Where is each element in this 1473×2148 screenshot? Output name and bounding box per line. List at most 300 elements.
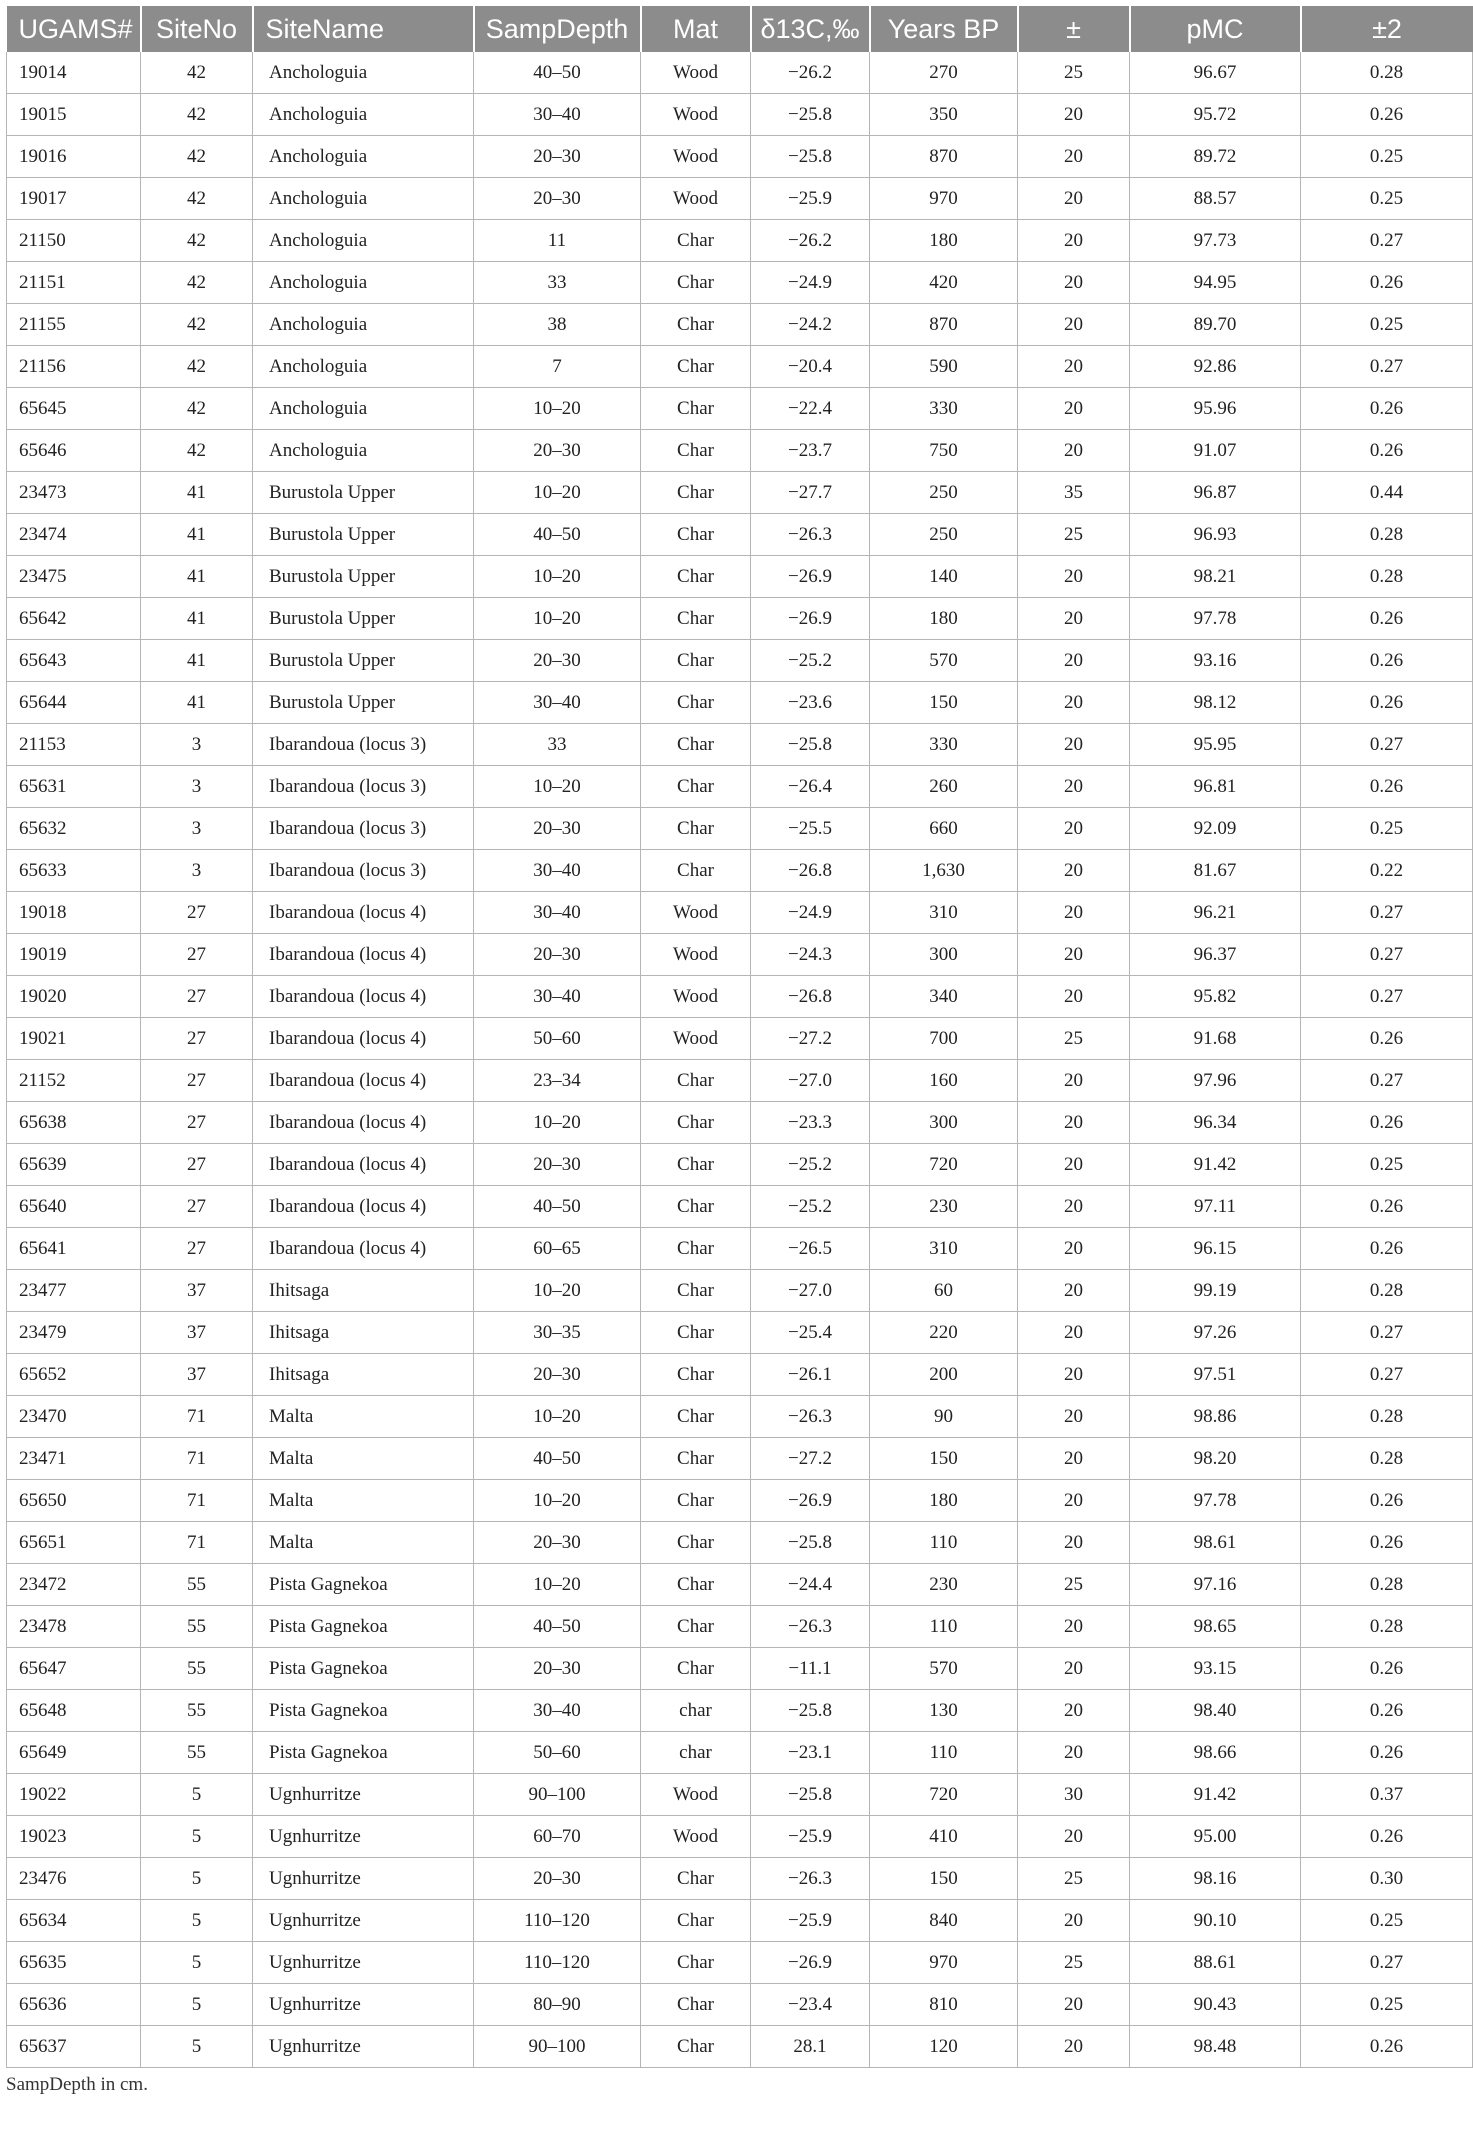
years-bp-cell: 700 [870,1018,1018,1060]
table-row [7,52,1473,94]
samp-depth-cell: 10–20 [474,1396,641,1438]
site-no-cell: 55 [141,1648,253,1690]
years-bp-cell: 110 [870,1522,1018,1564]
site-name-cell: Anchologuia [253,220,474,262]
table-row [7,1102,1473,1144]
table-row [7,1438,1473,1480]
pmc-cell: 92.09 [1130,808,1301,850]
samp-depth-cell: 80–90 [474,1984,641,2026]
samp-depth-cell: 40–50 [474,1438,641,1480]
years-bp-cell: 160 [870,1060,1018,1102]
site-name-cell: Ihitsaga [253,1270,474,1312]
site-no-cell: 42 [141,52,253,94]
samp-depth-cell: 40–50 [474,52,641,94]
pm-cell: 20 [1018,682,1130,724]
site-name-cell: Ibarandoua (locus 4) [253,1186,474,1228]
ugams-cell: 65646 [7,430,141,472]
site-no-cell: 71 [141,1480,253,1522]
table-row [7,1858,1473,1900]
pm2-cell: 0.28 [1301,514,1473,556]
mat-cell: Char [641,808,751,850]
years-bp-cell: 60 [870,1270,1018,1312]
mat-cell: Char [641,640,751,682]
table-row [7,1774,1473,1816]
mat-cell: Char [641,1942,751,1984]
samp-depth-header: SampDepth [474,6,641,52]
ugams-cell: 21153 [7,724,141,766]
site-name-cell: Burustola Upper [253,556,474,598]
ugams-cell: 21152 [7,1060,141,1102]
table-row [7,934,1473,976]
d13c-cell: −23.1 [751,1732,870,1774]
d13c-cell: −25.5 [751,808,870,850]
samp-depth-cell: 10–20 [474,598,641,640]
years-bp-cell: 110 [870,1606,1018,1648]
mat-cell: Wood [641,976,751,1018]
pmc-cell: 97.78 [1130,1480,1301,1522]
samp-depth-cell: 50–60 [474,1732,641,1774]
pm-cell: 20 [1018,640,1130,682]
d13c-cell: −26.3 [751,1606,870,1648]
ugams-cell: 65635 [7,1942,141,1984]
site-no-cell: 3 [141,850,253,892]
pmc-cell: 89.72 [1130,136,1301,178]
site-name-cell: Ibarandoua (locus 4) [253,934,474,976]
pm-header: ± [1018,6,1130,52]
pm-cell: 20 [1018,1270,1130,1312]
pm2-cell: 0.26 [1301,682,1473,724]
site-no-cell: 5 [141,1942,253,1984]
years-bp-cell: 750 [870,430,1018,472]
samp-depth-cell: 60–65 [474,1228,641,1270]
samp-depth-cell: 11 [474,220,641,262]
pm2-cell: 0.37 [1301,1774,1473,1816]
site-no-cell: 27 [141,934,253,976]
years-bp-cell: 340 [870,976,1018,1018]
d13c-cell: −11.1 [751,1648,870,1690]
years-bp-cell: 310 [870,892,1018,934]
pmc-cell: 96.37 [1130,934,1301,976]
samp-depth-cell: 20–30 [474,430,641,472]
site-no-cell: 5 [141,2026,253,2068]
mat-cell: Char [641,682,751,724]
ugams-cell: 23479 [7,1312,141,1354]
site-name-cell: Pista Gagnekoa [253,1648,474,1690]
site-no-cell: 42 [141,94,253,136]
ugams-cell: 65650 [7,1480,141,1522]
d13c-cell: −27.2 [751,1018,870,1060]
site-name-cell: Burustola Upper [253,640,474,682]
site-name-cell: Anchologuia [253,136,474,178]
site-name-cell: Malta [253,1396,474,1438]
pmc-cell: 98.66 [1130,1732,1301,1774]
d13c-cell: −27.7 [751,472,870,514]
samp-depth-cell: 10–20 [474,1564,641,1606]
samp-depth-cell: 30–40 [474,94,641,136]
mat-cell: Char [641,220,751,262]
site-name-cell: Ihitsaga [253,1354,474,1396]
samp-depth-cell: 20–30 [474,640,641,682]
d13c-cell: −26.9 [751,556,870,598]
site-name-cell: Ibarandoua (locus 4) [253,1018,474,1060]
pmc-cell: 96.67 [1130,52,1301,94]
years-bp-cell: 330 [870,388,1018,430]
pm2-header: ±2 [1301,6,1473,52]
pmc-cell: 91.68 [1130,1018,1301,1060]
pm2-cell: 0.44 [1301,472,1473,514]
d13c-cell: 28.1 [751,2026,870,2068]
site-name-cell: Anchologuia [253,94,474,136]
table-row [7,1900,1473,1942]
pmc-cell: 94.95 [1130,262,1301,304]
mat-cell: Wood [641,1018,751,1060]
years-bp-cell: 260 [870,766,1018,808]
site-name-cell: Malta [253,1480,474,1522]
d13c-cell: −23.3 [751,1102,870,1144]
pm2-cell: 0.27 [1301,1942,1473,1984]
ugams-cell: 21156 [7,346,141,388]
pmc-cell: 96.15 [1130,1228,1301,1270]
ugams-cell: 23473 [7,472,141,514]
site-no-cell: 41 [141,514,253,556]
ugams-cell: 19014 [7,52,141,94]
ugams-cell: 19017 [7,178,141,220]
pmc-cell: 95.95 [1130,724,1301,766]
pm-cell: 35 [1018,472,1130,514]
site-no-cell: 42 [141,178,253,220]
pm2-cell: 0.26 [1301,1648,1473,1690]
table-row [7,1354,1473,1396]
site-name-cell: Ugnhurritze [253,1900,474,1942]
d13c-cell: −26.3 [751,1858,870,1900]
site-no-cell: 27 [141,1060,253,1102]
samp-depth-cell: 30–40 [474,682,641,724]
pm2-cell: 0.26 [1301,1018,1473,1060]
samp-depth-cell: 40–50 [474,514,641,556]
table-row [7,220,1473,262]
pmc-cell: 88.61 [1130,1942,1301,1984]
pmc-cell: 91.07 [1130,430,1301,472]
site-no-cell: 5 [141,1774,253,1816]
site-name-cell: Ibarandoua (locus 3) [253,808,474,850]
site-name-cell: Anchologuia [253,262,474,304]
pmc-cell: 99.19 [1130,1270,1301,1312]
ugams-cell: 65638 [7,1102,141,1144]
mat-cell: Char [641,346,751,388]
table-row [7,178,1473,220]
pm-cell: 20 [1018,1522,1130,1564]
years-bp-cell: 420 [870,262,1018,304]
ugams-cell: 21155 [7,304,141,346]
table-row [7,682,1473,724]
site-no-cell: 3 [141,766,253,808]
site-name-cell: Ibarandoua (locus 4) [253,1144,474,1186]
pm2-cell: 0.27 [1301,1312,1473,1354]
mat-cell: Char [641,1564,751,1606]
samp-depth-cell: 30–40 [474,892,641,934]
table-row [7,94,1473,136]
years-bp-cell: 660 [870,808,1018,850]
samp-depth-cell: 10–20 [474,388,641,430]
samp-depth-cell: 30–40 [474,976,641,1018]
years-bp-cell: 150 [870,1438,1018,1480]
pm2-cell: 0.26 [1301,1690,1473,1732]
table-row [7,892,1473,934]
pm-cell: 20 [1018,388,1130,430]
samp-depth-cell: 110–120 [474,1942,641,1984]
table-row [7,1564,1473,1606]
site-no-cell: 5 [141,1816,253,1858]
years-bp-cell: 150 [870,682,1018,724]
mat-cell: Char [641,1186,751,1228]
pm-cell: 20 [1018,976,1130,1018]
pm-cell: 25 [1018,1564,1130,1606]
site-no-cell: 42 [141,388,253,430]
site-name-cell: Malta [253,1438,474,1480]
samp-depth-cell: 10–20 [474,766,641,808]
table-row [7,1648,1473,1690]
samp-depth-cell: 20–30 [474,136,641,178]
site-no-cell: 5 [141,1984,253,2026]
site-no-cell: 37 [141,1312,253,1354]
site-no-cell: 42 [141,220,253,262]
table-row [7,1312,1473,1354]
table-row [7,766,1473,808]
site-name-cell: Anchologuia [253,178,474,220]
table-row [7,850,1473,892]
table-row [7,1984,1473,2026]
mat-cell: Char [641,2026,751,2068]
years-bp-header: Years BP [870,6,1018,52]
site-name-cell: Ugnhurritze [253,1858,474,1900]
site-no-cell: 37 [141,1354,253,1396]
pm-cell: 20 [1018,1984,1130,2026]
years-bp-cell: 200 [870,1354,1018,1396]
mat-cell: char [641,1690,751,1732]
site-name-cell: Burustola Upper [253,682,474,724]
mat-cell: Char [641,1522,751,1564]
years-bp-cell: 720 [870,1774,1018,1816]
pmc-cell: 95.96 [1130,388,1301,430]
years-bp-cell: 250 [870,472,1018,514]
samp-depth-cell: 38 [474,304,641,346]
years-bp-cell: 840 [870,1900,1018,1942]
years-bp-cell: 150 [870,1858,1018,1900]
site-no-cell: 71 [141,1522,253,1564]
pm2-cell: 0.28 [1301,52,1473,94]
ugams-cell: 19019 [7,934,141,976]
table-row [7,514,1473,556]
site-no-cell: 5 [141,1858,253,1900]
pm-cell: 20 [1018,1690,1130,1732]
pm2-cell: 0.26 [1301,262,1473,304]
pm2-cell: 0.26 [1301,1522,1473,1564]
table-row [7,388,1473,430]
pmc-cell: 97.73 [1130,220,1301,262]
years-bp-cell: 300 [870,934,1018,976]
d13c-cell: −25.2 [751,1144,870,1186]
mat-cell: Wood [641,178,751,220]
ugams-cell: 65632 [7,808,141,850]
table-row [7,640,1473,682]
table-row [7,556,1473,598]
pmc-cell: 95.00 [1130,1816,1301,1858]
pmc-cell: 88.57 [1130,178,1301,220]
pm-cell: 20 [1018,1228,1130,1270]
site-no-cell: 41 [141,472,253,514]
samp-depth-cell: 20–30 [474,934,641,976]
site-no-header: SiteNo [141,6,253,52]
pmc-cell: 90.10 [1130,1900,1301,1942]
pm2-cell: 0.27 [1301,220,1473,262]
ugams-cell: 23470 [7,1396,141,1438]
d13c-cell: −25.2 [751,1186,870,1228]
site-name-cell: Anchologuia [253,388,474,430]
d13c-cell: −26.4 [751,766,870,808]
samp-depth-cell: 10–20 [474,556,641,598]
years-bp-cell: 110 [870,1732,1018,1774]
pmc-cell: 97.26 [1130,1312,1301,1354]
site-name-cell: Ibarandoua (locus 4) [253,892,474,934]
site-no-cell: 27 [141,1144,253,1186]
years-bp-cell: 570 [870,640,1018,682]
mat-cell: Char [641,388,751,430]
pmc-cell: 91.42 [1130,1774,1301,1816]
pm2-cell: 0.26 [1301,598,1473,640]
pm2-cell: 0.27 [1301,934,1473,976]
samp-depth-cell: 40–50 [474,1606,641,1648]
samp-depth-cell: 33 [474,262,641,304]
ugams-cell: 23471 [7,1438,141,1480]
pm-cell: 25 [1018,1942,1130,1984]
pm2-cell: 0.25 [1301,178,1473,220]
pmc-cell: 98.16 [1130,1858,1301,1900]
pm2-cell: 0.27 [1301,1354,1473,1396]
pm-cell: 20 [1018,892,1130,934]
d13c-header: δ13C,‰ [751,6,870,52]
years-bp-cell: 180 [870,1480,1018,1522]
site-no-cell: 42 [141,304,253,346]
d13c-cell: −20.4 [751,346,870,388]
site-name-cell: Anchologuia [253,346,474,388]
pm2-cell: 0.25 [1301,136,1473,178]
site-name-cell: Malta [253,1522,474,1564]
table-row [7,1228,1473,1270]
d13c-cell: −26.8 [751,976,870,1018]
samp-depth-cell: 10–20 [474,1480,641,1522]
samp-depth-cell: 30–40 [474,1690,641,1732]
mat-cell: Char [641,1648,751,1690]
site-name-cell: Ibarandoua (locus 4) [253,1060,474,1102]
site-no-cell: 71 [141,1438,253,1480]
site-name-cell: Ugnhurritze [253,1942,474,1984]
mat-cell: Char [641,850,751,892]
ugams-cell: 65636 [7,1984,141,2026]
pm-cell: 20 [1018,1732,1130,1774]
site-name-cell: Burustola Upper [253,598,474,640]
site-name-cell: Burustola Upper [253,472,474,514]
d13c-cell: −26.3 [751,514,870,556]
site-no-cell: 42 [141,262,253,304]
pm2-cell: 0.28 [1301,1606,1473,1648]
mat-cell: Char [641,1900,751,1942]
table-row [7,1522,1473,1564]
years-bp-cell: 230 [870,1564,1018,1606]
ugams-cell: 19020 [7,976,141,1018]
samp-depth-cell: 7 [474,346,641,388]
samp-depth-cell: 50–60 [474,1018,641,1060]
mat-cell: Wood [641,892,751,934]
samp-depth-cell: 20–30 [474,808,641,850]
years-bp-cell: 250 [870,514,1018,556]
ugams-cell: 19023 [7,1816,141,1858]
pm2-cell: 0.26 [1301,1228,1473,1270]
mat-cell: Char [641,1396,751,1438]
table-row [7,598,1473,640]
site-no-cell: 55 [141,1690,253,1732]
years-bp-cell: 180 [870,220,1018,262]
site-no-cell: 41 [141,640,253,682]
pmc-cell: 93.15 [1130,1648,1301,1690]
years-bp-cell: 130 [870,1690,1018,1732]
samp-depth-cell: 20–30 [474,1522,641,1564]
ugams-cell: 23476 [7,1858,141,1900]
ugams-cell: 19016 [7,136,141,178]
site-no-cell: 42 [141,136,253,178]
mat-cell: Char [641,724,751,766]
site-name-cell: Ibarandoua (locus 4) [253,1228,474,1270]
d13c-cell: −27.0 [751,1270,870,1312]
pm-cell: 20 [1018,1816,1130,1858]
ugams-header: UGAMS# [7,6,141,52]
pmc-cell: 98.20 [1130,1438,1301,1480]
pm-cell: 20 [1018,1102,1130,1144]
pm-cell: 20 [1018,1312,1130,1354]
years-bp-cell: 270 [870,52,1018,94]
ugams-cell: 65651 [7,1522,141,1564]
table-row [7,1186,1473,1228]
pm-cell: 20 [1018,766,1130,808]
table-row [7,1690,1473,1732]
pm2-cell: 0.25 [1301,304,1473,346]
mat-cell: Char [641,1228,751,1270]
d13c-cell: −22.4 [751,388,870,430]
mat-cell: Char [641,1144,751,1186]
table-row [7,1396,1473,1438]
site-no-cell: 37 [141,1270,253,1312]
pmc-cell: 97.78 [1130,598,1301,640]
pm2-cell: 0.27 [1301,892,1473,934]
table-row [7,1816,1473,1858]
pm2-cell: 0.27 [1301,346,1473,388]
d13c-cell: −25.9 [751,1900,870,1942]
d13c-cell: −25.9 [751,178,870,220]
d13c-cell: −23.6 [751,682,870,724]
pm-cell: 20 [1018,808,1130,850]
pmc-cell: 93.16 [1130,640,1301,682]
site-no-cell: 41 [141,682,253,724]
pm2-cell: 0.26 [1301,1480,1473,1522]
pm-cell: 30 [1018,1774,1130,1816]
d13c-cell: −27.2 [751,1438,870,1480]
pm2-cell: 0.26 [1301,94,1473,136]
pm2-cell: 0.28 [1301,1564,1473,1606]
samp-depth-cell: 20–30 [474,178,641,220]
pm-cell: 20 [1018,1480,1130,1522]
mat-cell: Char [641,1060,751,1102]
site-name-cell: Ugnhurritze [253,1984,474,2026]
site-no-cell: 27 [141,1228,253,1270]
